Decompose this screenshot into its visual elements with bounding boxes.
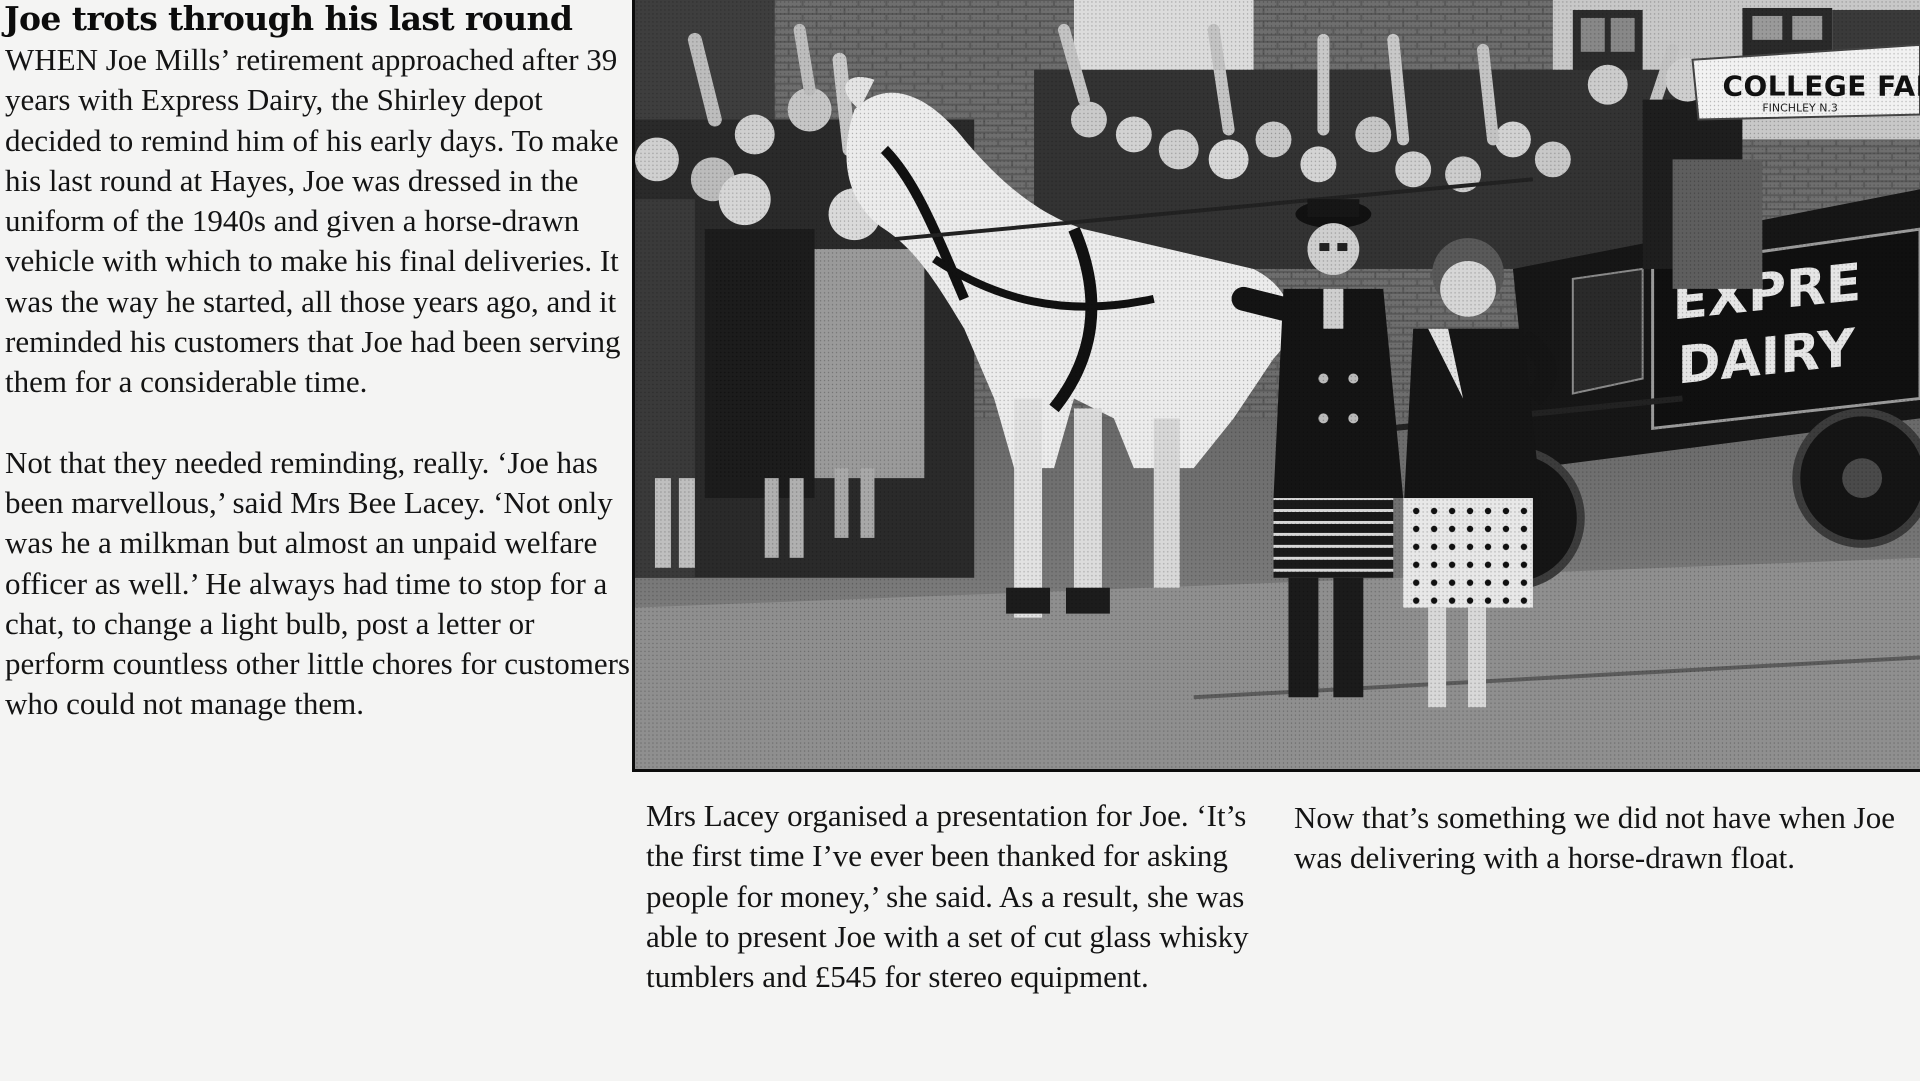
article-column-right [1294, 798, 1920, 879]
article-paragraph-caption: Now that’s something we did not have when Joe was delivering with a horse-drawn float. [1294, 800, 1895, 876]
photo-illustration [635, 0, 1920, 769]
article-column-left [5, 40, 630, 725]
article-paragraph-presentation: Mrs Lacey organised a presentation for Joe. ‘It’s the first time I’ve ever been thanked for asking people for money,’ she said. As a result, she was able to present Joe with a set of cut glass whisky tumblers and £545 for stereo equipment. [646, 798, 1249, 995]
article-column-middle [646, 796, 1286, 997]
article-headline: Joe trots through his last round [4, 0, 573, 38]
article-paragraph-intro: WHEN Joe Mills’ retirement approached after 39 years with Express Dairy, the Shirley depot decided to remind him of his early days. To make his last round at Hayes, Joe was dressed in the uniform of the 1940s and given a horse-drawn vehicle with which to make his final deliveries. It was the way he started, all those years ago, and it reminded his customers that Joe had been serving them for a considerable time. [5, 42, 621, 400]
article-paragraph-quote: Not that they needed reminding, really. ‘Joe has been marvellous,’ said Mrs Bee Lacey. ‘Not only was he a milkman but almost an unpaid welfare officer as well.’ He always had time to stop for a chat, to change a light bulb, post a letter or perform countless other little chores for customers who could not manage them. [5, 444, 630, 722]
article-photo [632, 0, 1920, 772]
